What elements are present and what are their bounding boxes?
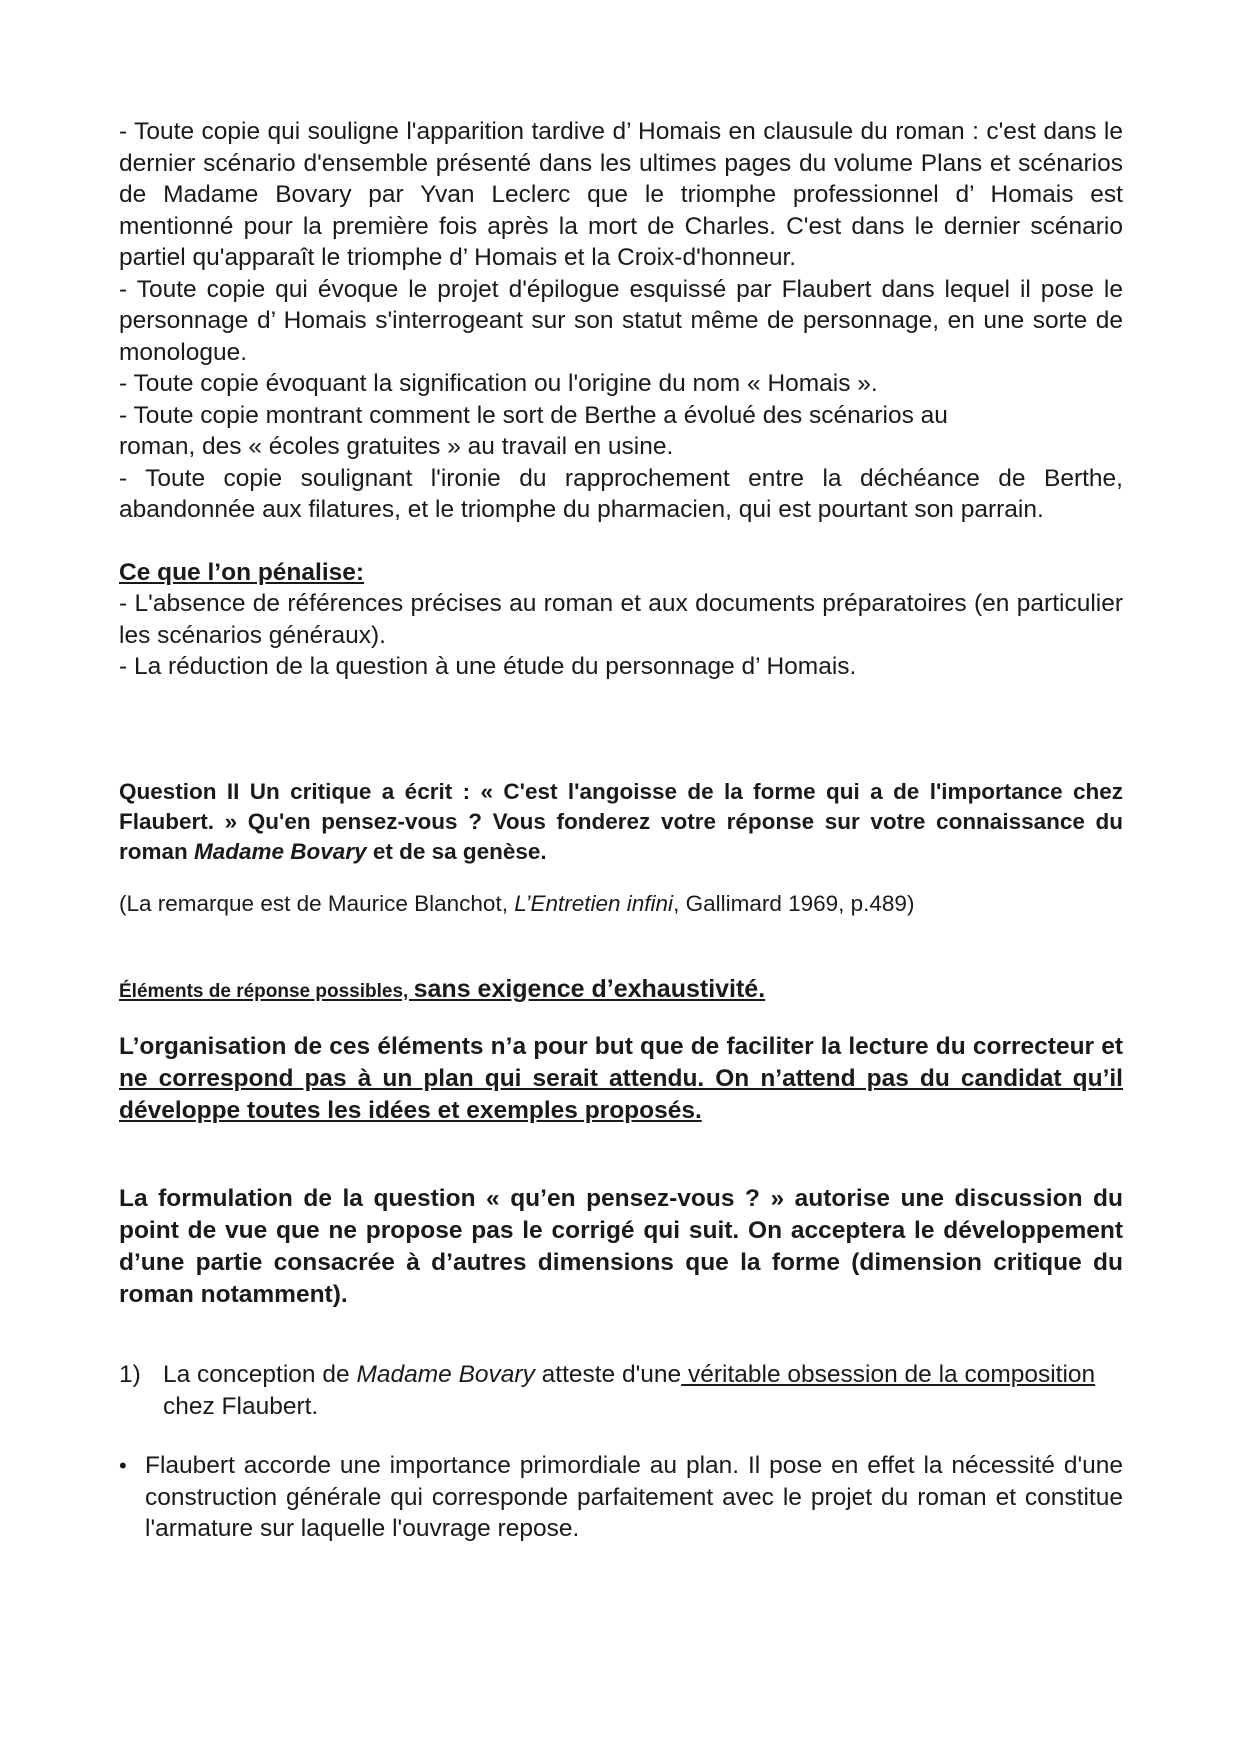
point-1-number: 1) (119, 1361, 141, 1388)
criteria-homais-clausule: - Toute copie qui souligne l'apparition tardive d’ Homais en clausule du roman : c'est dans le dernier scénario d'ensemble présenté dans les ultimes pages du volume Plans et scénarios de Madame Bovary par Yvan Leclerc que le triomphe professionnel d’ Homais est mentionné pour la première fois après la mort de Charles. C'est dans le dernier scénario partiel qu'apparaît le triomphe d’ Homais et la Croix-d'honneur. (119, 118, 1123, 271)
criteria-berthe-line2: roman, des « écoles gratuites » au travail en usine. (119, 433, 674, 460)
citation-suffix: , Gallimard 1969, p.489) (673, 890, 915, 916)
document-page (119, 116, 1123, 1545)
point-1 (119, 1359, 1123, 1422)
bullet-plan (119, 1450, 1123, 1545)
elements-heading-small: Éléments de réponse possibles, (119, 980, 414, 1002)
question-2-title: Madame Bovary (194, 838, 367, 864)
question-2-end: et de sa genèse. (366, 838, 547, 864)
criteria-epilogue: - Toute copie qui évoque le projet d'épilogue esquissé par Flaubert dans lequel il pose le personnage d’ Homais s'interrogeant sur son statut même de personnage, en une sorte de monologue. (119, 275, 1123, 366)
formulation-note: La formulation de la question « qu’en pensez-vous ? » autorise une discussion du point de vue que ne propose pas le corrigé qui suit. On acceptera le développement d’une partie consacrée à d’autres dimensions que la forme (dimension critique du roman notamment). (119, 1185, 1123, 1308)
organisation-text: L’organisation de ces éléments n’a pour but que de faciliter la lecture du correcteur et (119, 1033, 1123, 1060)
bullet-icon: • (119, 1453, 127, 1478)
question-2 (119, 777, 1123, 867)
point-1-title: Madame Bovary (356, 1361, 535, 1388)
question-2-text: Question II Un critique a écrit : « C'est l'angoisse de la forme qui a de l'importance chez Flaubert. » Qu'en pensez-vous ? Vous fonderez votre réponse sur votre connaissance du roman (119, 778, 1123, 864)
elements-heading-large: sans exigence d’exhaustivité. (413, 974, 766, 1003)
citation-reference (119, 889, 1123, 919)
citation-prefix: (La remarque est de Maurice Blanchot, (119, 890, 515, 916)
organisation-underlined: ne correspond pas à un plan qui serait attendu. On n’attend pas du candidat qu’il développe toutes les idées et exemples proposés. (119, 1065, 1123, 1124)
criteria-ironie: - Toute copie soulignant l'ironie du rapprochement entre la déchéance de Berthe, abandonnée aux filatures, et le triomphe du pharmacien, qui est pourtant son parrain. (119, 464, 1123, 523)
point-1-text: La conception de Madame Bovary atteste d'une véritable obsession de la composition chez Flaubert. (163, 1361, 1096, 1420)
bullet-plan-text: Flaubert accorde une importance primordiale au plan. Il pose en effet la nécessité d'une construction générale qui corresponde parfaitement avec le projet du roman et constitue l'armature sur laquelle l'ouvrage repose. (145, 1452, 1123, 1542)
point-1-underlined: véritable obsession de la composition (681, 1361, 1096, 1388)
organisation-note (119, 1031, 1123, 1127)
penalise-item-reduction: - La réduction de la question à une étude du personnage d’ Homais. (119, 653, 857, 680)
criteria-nom-homais: - Toute copie évoquant la signification ou l'origine du nom « Homais ». (119, 370, 878, 397)
penalise-item-references: - L'absence de références précises au roman et aux documents préparatoires (en particulier les scénarios généraux). (119, 590, 1123, 649)
citation-title: L’Entretien infini (514, 890, 674, 916)
elements-heading (119, 974, 1123, 1008)
penalise-heading: Ce que l’on pénalise: (119, 558, 365, 586)
criteria-berthe-line1: - Toute copie montrant comment le sort de Berthe a évolué des scénarios au (119, 401, 948, 429)
